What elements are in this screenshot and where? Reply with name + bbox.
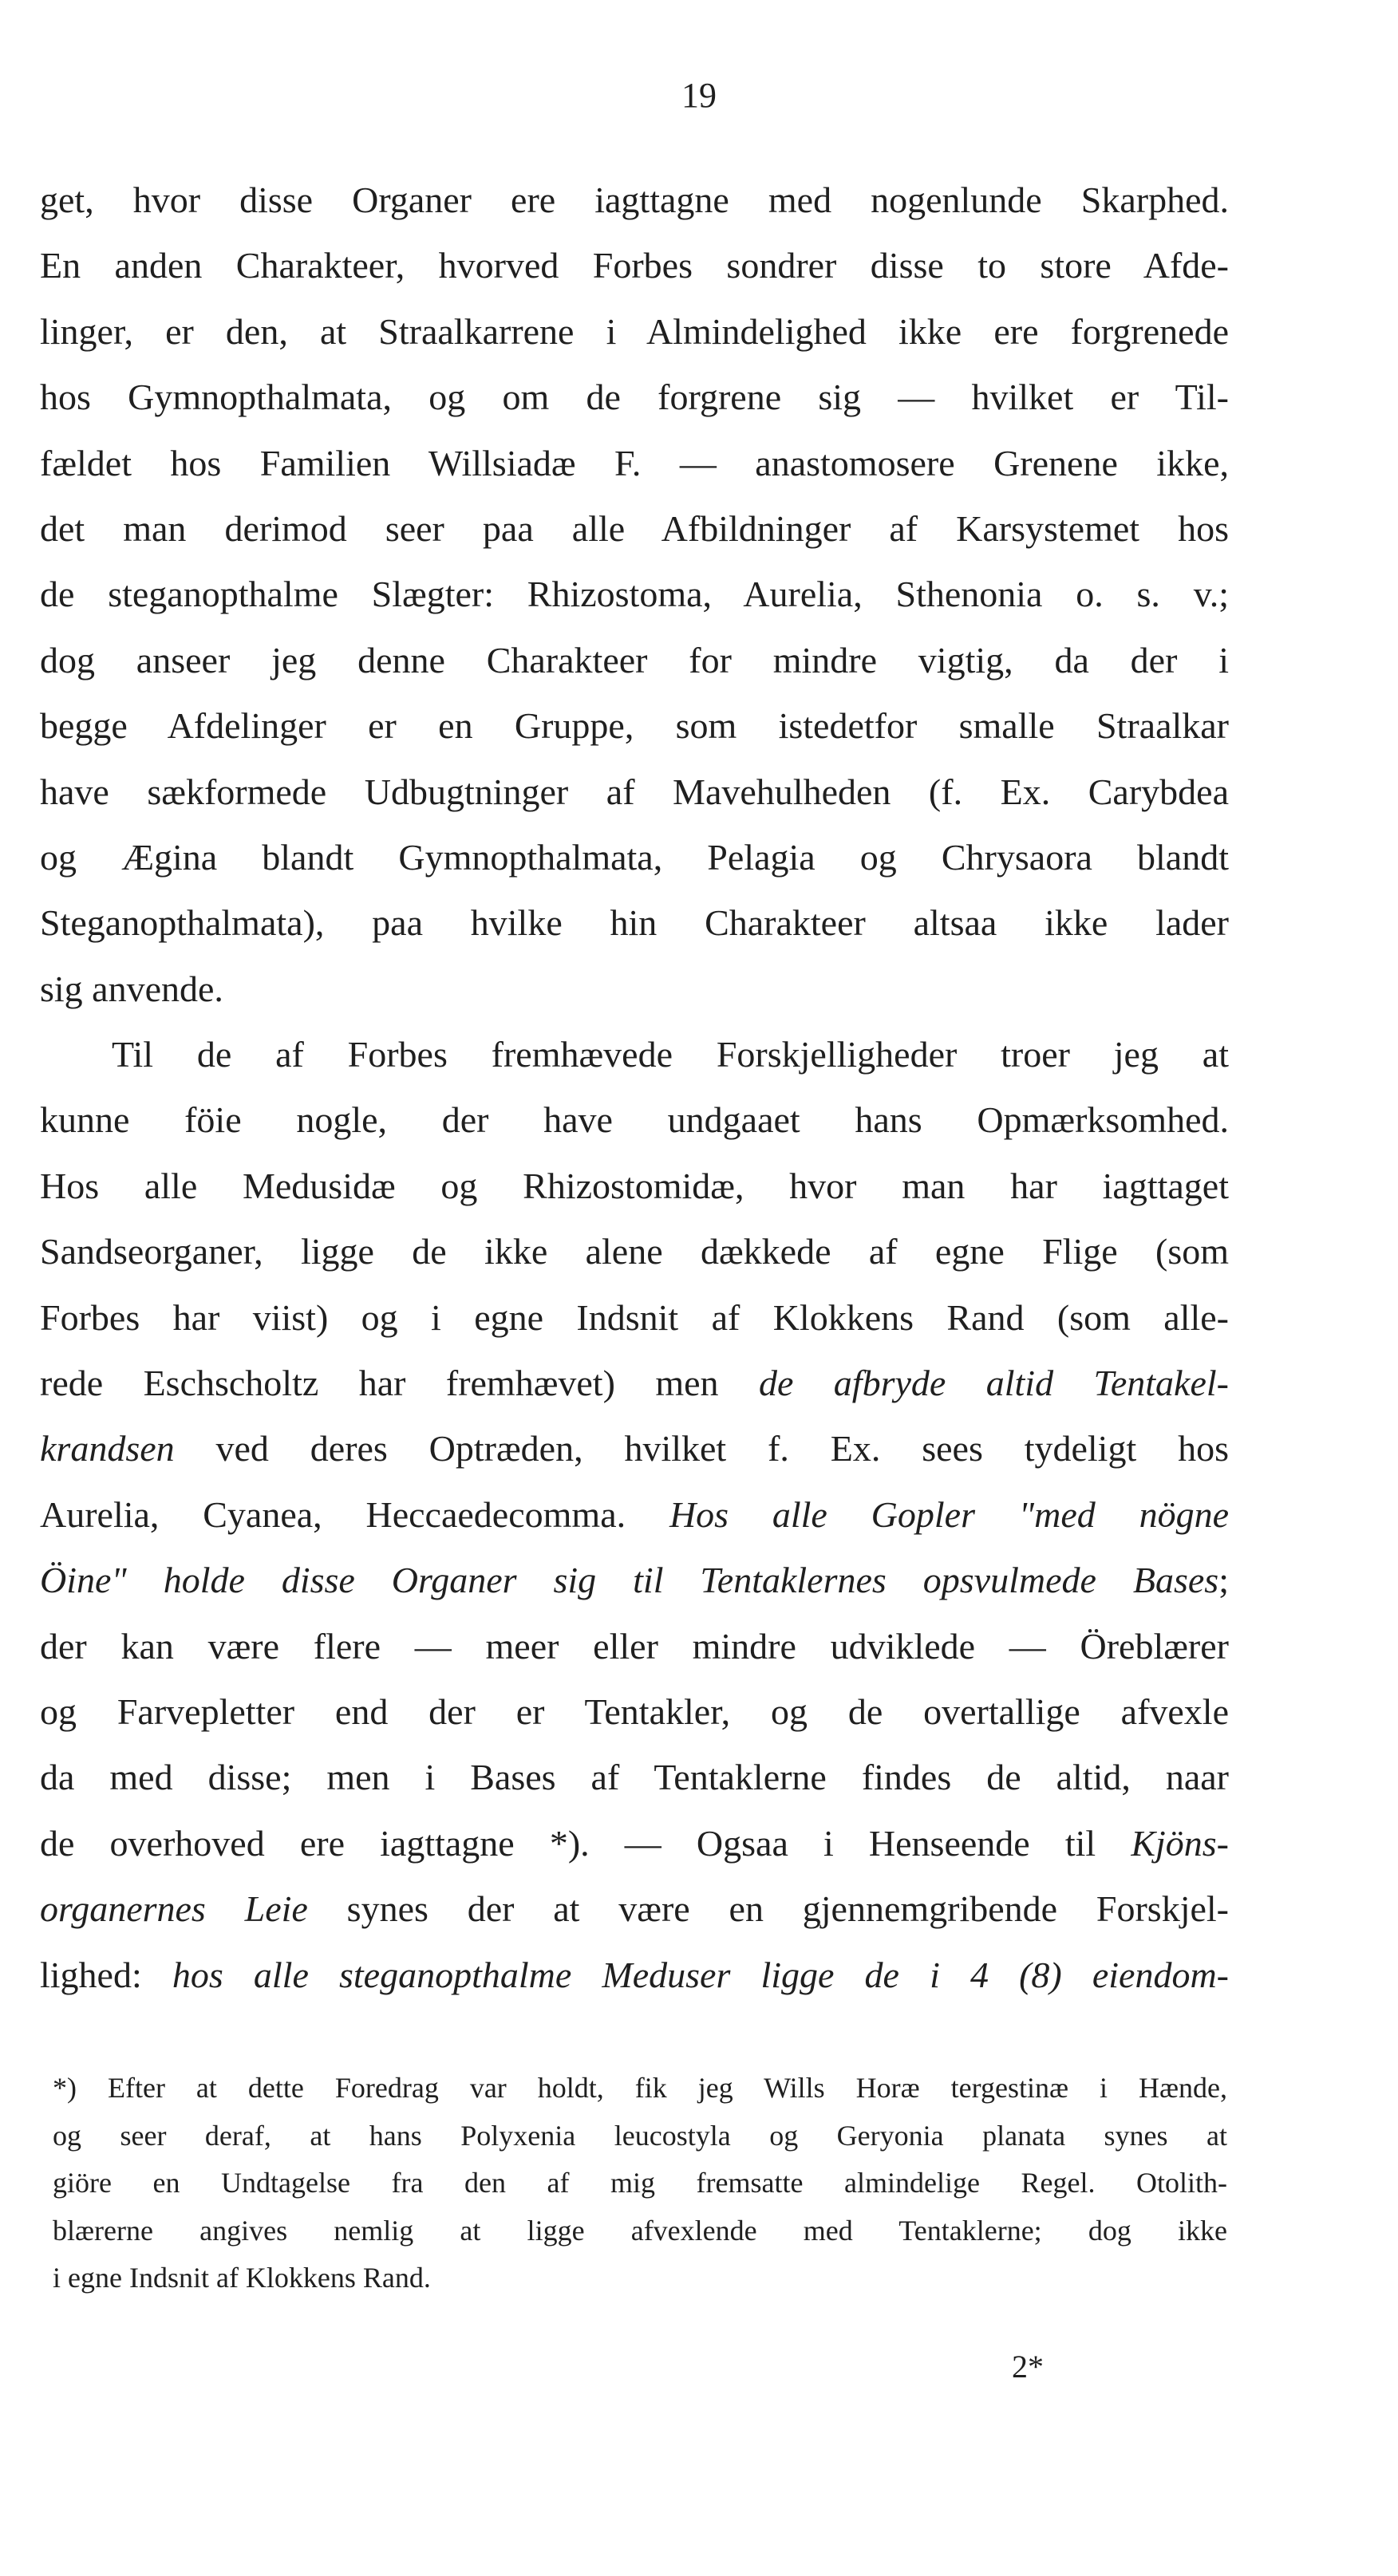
body-line: Til de af Forbes fremhævede Forskjelligheder troer jeg at	[112, 1034, 1229, 1075]
body-line: Sandseorganer, ligge de ikke alene dækkede af egne Flige (som	[40, 1231, 1229, 1272]
emphasis: hos alle steganopthalme Meduser ligge de i 4 (8) eiendom-	[172, 1954, 1229, 1995]
body-line: og Ægina blandt Gymnopthalmata, Pelagia og Chrysaora blandt	[40, 836, 1229, 878]
body-line: der kan være flere — meer eller mindre udviklede — Öreblærer	[40, 1625, 1229, 1667]
body-line: get, hvor disse Organer ere iagttagne med nogenlunde Skarphed.	[40, 179, 1229, 220]
body-line: fældet hos Familien Willsiadæ F. — anastomosere Grenene ikke,	[40, 442, 1229, 483]
body-line: En anden Charakteer, hvorved Forbes sondrer disse to store Afde-	[40, 245, 1229, 286]
emphasis: Kjöns-	[1131, 1822, 1229, 1864]
footnote-line: og seer deraf, at hans Polyxenia leucostyla og Geryonia planata synes at	[53, 2119, 1227, 2152]
body-line: Forbes har viist) og i egne Indsnit af Klokkens Rand (som alle-	[40, 1296, 1229, 1338]
body-line: de steganopthalme Slægter: Rhizostoma, Aurelia, Sthenonia o. s. v.;	[40, 574, 1229, 615]
footnote-line: *) Efter at dette Foredrag var holdt, fik jeg Wills Horæ tergestinæ i Hænde,	[53, 2072, 1227, 2104]
footnote	[53, 2065, 1227, 2302]
body-line: det man derimod seer paa alle Afbildninger af Karsystemet hos	[40, 507, 1229, 549]
page-number: 19	[681, 76, 717, 115]
footnote-line: i egne Indsnit af Klokkens Rand.	[53, 2262, 431, 2294]
body-line: Steganopthalmata), paa hvilke hin Charakteer altsaa ikke lader	[40, 902, 1229, 944]
body-line: Hos alle Medusidæ og Rhizostomidæ, hvor man har iagttaget	[40, 1165, 1229, 1206]
footnote-line: giöre en Undtagelse fra den af mig fremsatte almindelige Regel. Otolith-	[53, 2167, 1227, 2199]
body-line: de overhoved ere iagttagne *). — Ogsaa i Henseende til Kjöns-	[40, 1822, 1229, 1864]
body-line: dog anseer jeg denne Charakteer for mindre vigtig, da der i	[40, 639, 1229, 680]
body-line: linger, er den, at Straalkarrene i Almindelighed ikke ere forgrenede	[40, 310, 1229, 352]
body-line: hos Gymnopthalmata, og om de forgrene sig — hvilket er Til-	[40, 377, 1229, 418]
emphasis: organernes Leie	[40, 1888, 308, 1930]
body-line: Öine" holde disse Organer sig til Tentaklernes opsvulmede Bases;	[40, 1560, 1229, 1601]
body-line: organernes Leie synes der at være en gjennemgribende Forskjel-	[40, 1888, 1229, 1930]
body-line: da med disse; men i Bases af Tentaklerne findes de altid, naar	[40, 1757, 1229, 1798]
body-line: kunne föie nogle, der have undgaaet hans Opmærksomhed.	[40, 1099, 1229, 1141]
body-line: Aurelia, Cyanea, Heccaedecomma. Hos alle Gopler "med nögne	[40, 1493, 1229, 1535]
body-line: have sækformede Udbugtninger af Mavehulheden (f. Ex. Carybdea	[40, 771, 1229, 812]
body-line: lighed: hos alle steganopthalme Meduser ligge de i 4 (8) eiendom-	[40, 1954, 1229, 1995]
body-line: krandsen ved deres Optræden, hvilket f. Ex. sees tydeligt hos	[40, 1428, 1229, 1469]
printer-signature-mark: 2*	[1012, 2349, 1044, 2385]
emphasis: Öine" holde disse Organer sig til Tentaklernes opsvulmede Bases	[40, 1560, 1219, 1601]
body-line: sig anvende.	[40, 968, 223, 1009]
body-line: begge Afdelinger er en Gruppe, som istedetfor smalle Straalkar	[40, 705, 1229, 747]
emphasis: krandsen	[40, 1428, 175, 1469]
emphasis: Hos alle Gopler "med nögne	[669, 1493, 1229, 1535]
body-line: rede Eschscholtz har fremhævet) men de afbryde altid Tentakel-	[40, 1363, 1229, 1404]
main-body-text	[40, 168, 1229, 2008]
footnote-line: blærerne angives nemlig at ligge afvexlende med Tentaklerne; dog ikke	[53, 2214, 1227, 2247]
body-line: og Farvepletter end der er Tentakler, og de overtallige afvexle	[40, 1690, 1229, 1732]
emphasis: de afbryde altid Tentakel-	[758, 1363, 1229, 1404]
